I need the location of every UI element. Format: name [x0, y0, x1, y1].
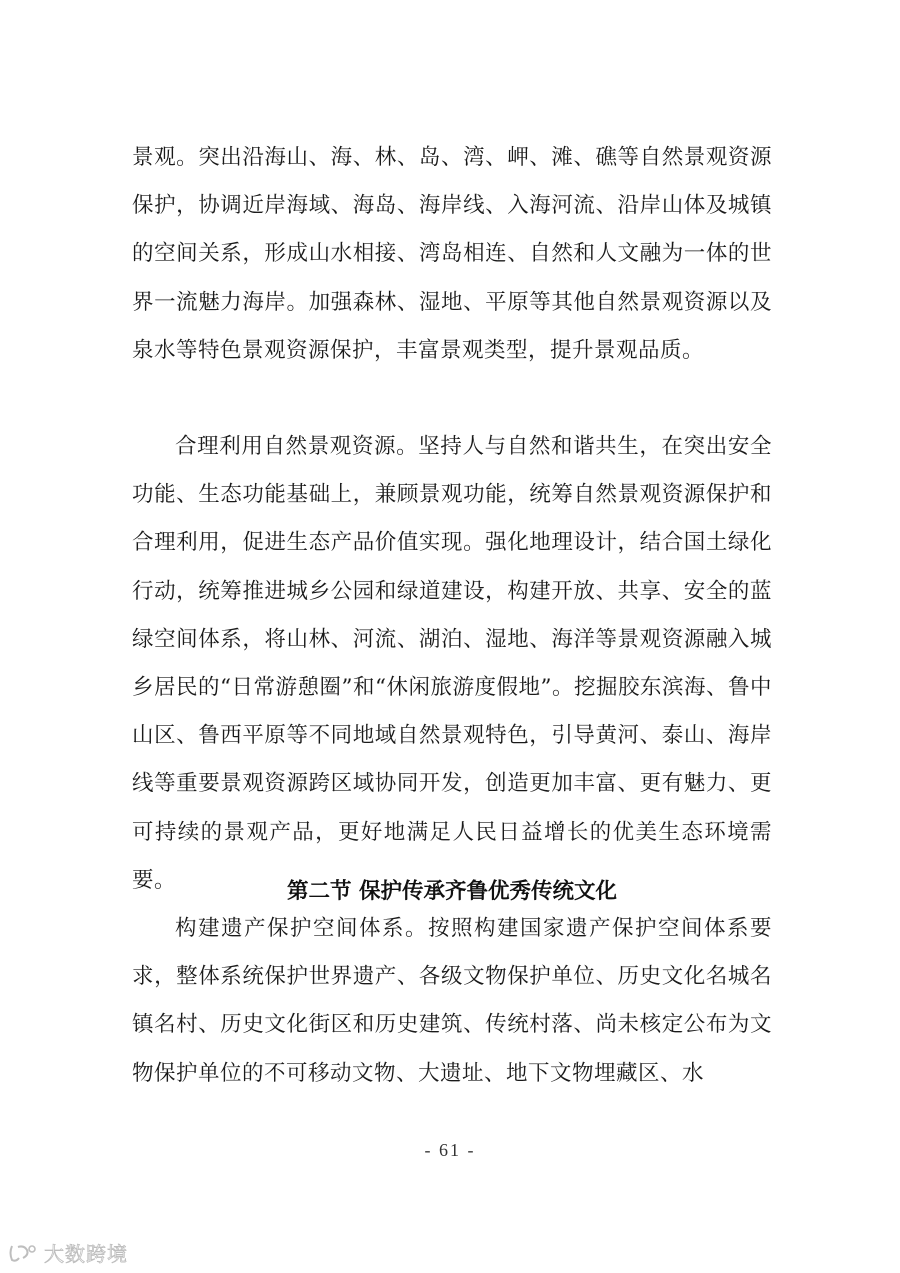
section-heading: 第二节 保护传承齐鲁优秀传统文化 [287, 879, 617, 904]
watermark [8, 1238, 128, 1267]
text-block-natural-landscape [132, 423, 772, 905]
paragraph-heritage-protection: 构建遗产保护空间体系。按照构建国家遗产保护空间体系要求，整体系统保护世界遗产、各级文物保护单位、历史文化名城名镇名村、历史文化街区和历史建筑、传统村落、尚未核定公布为文物保护单位的不可移动文物、大遗址、地下文物埋藏区、水 [132, 916, 772, 1086]
paragraph-natural-landscape-use: 合理利用自然景观资源。坚持人与自然和谐共生，在突出安全功能、生态功能基础上，兼顾景观功能，统筹自然景观资源保护和合理利用，促进生态产品价值实现。强化地理设计，结合国土绿化行动，统筹推进城乡公园和绿道建设，构建开放、共享、安全的蓝绿空间体系，将山林、河流、湖泊、湿地、海洋等景观资源融入城乡居民的“日常游憩圈”和“休闲旅游度假地”。挖掘胶东滨海、鲁中山区、鲁西平原等不同地域自然景观特色，引导黄河、泰山、海岸线等重要景观资源跨区域协同开发，创造更加丰富、更有魅力、更可持续的景观产品，更好地满足人民日益增长的优美生态环境需要。 [132, 434, 772, 893]
dashuo-logo-icon [8, 1242, 38, 1264]
paragraph-continuation: 景观。突出沿海山、海、林、岛、湾、岬、滩、礁等自然景观资源保护，协调近岸海域、海岛、海岸线、入海河流、沿岸山体及城镇的空间关系，形成山水相接、湾岛相连、自然和人文融为一体的世界一流魅力海岸。加强森林、湿地、平原等其他自然景观资源以及泉水等特色景观资源保护，丰富景观类型，提升景观品质。 [132, 145, 772, 363]
text-block-continuation [132, 134, 772, 375]
watermark-text: 大数跨境 [44, 1242, 128, 1266]
text-block-heritage [132, 905, 772, 1098]
page-number: - 61 - [424, 1140, 476, 1160]
